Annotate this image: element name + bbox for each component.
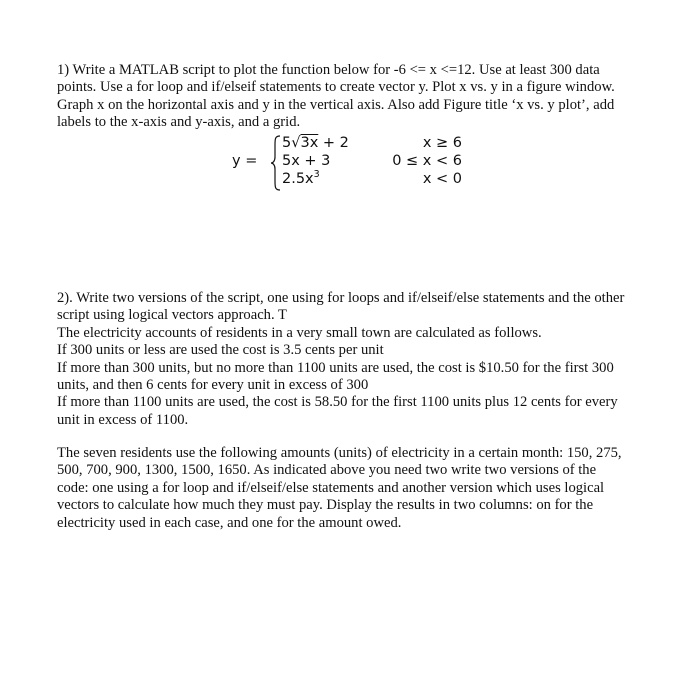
case-condition: x < 0	[422, 171, 462, 187]
case-expression: 5x + 3	[282, 153, 331, 169]
text-line: Graph x on the horizontal axis and y in the vertical axis. Also add Figure title ‘x vs. y plot’, add	[57, 96, 615, 113]
text-line: The electricity accounts of residents in a very small town are calculated as follows.	[57, 324, 542, 341]
case-condition: 0 ≤ x < 6	[392, 153, 462, 169]
text-line: 1) Write a MATLAB script to plot the function below for -6 <= x <=12. Use at least 300 data	[57, 62, 600, 78]
piecewise-equation	[232, 135, 462, 191]
text-line: points. Use a for loop and if/elseif statements to create vector y. Plot x vs. y in a figure window.	[57, 79, 615, 96]
text-line: unit in excess of 1100.	[57, 411, 189, 428]
text-line: If more than 1100 units are used, the cost is 58.50 for the first 1100 units plus 12 cents for every	[57, 394, 618, 411]
question-2-text	[57, 290, 657, 429]
case-expression: $2.5x^3$	[282, 169, 320, 187]
text-line: 500, 700, 900, 1300, 1500, 1650. As indicated above you need two write two versions of the	[57, 462, 597, 479]
text-line: code: one using a for loop and if/elseif/else statements and another version which uses logical	[57, 479, 605, 496]
text-line: If more than 300 units, but no more than 1100 units are used, the cost is $10.50 for the first 300	[57, 359, 614, 376]
text-line: electricity used in each case, and one for the amount owed.	[57, 514, 402, 531]
text-line: vectors to calculate how much they must pay. Display the results in two columns: on for the	[57, 497, 594, 514]
case-expression: 5√3x + 2	[282, 135, 349, 151]
equation-lhs: y =	[232, 153, 258, 169]
case-condition: x ≥ 6	[422, 135, 462, 151]
question-2-followup-text	[57, 445, 657, 532]
text-line: labels to the x-axis and y-axis, and a grid.	[57, 114, 301, 131]
text-line: 2). Write two versions of the script, one using for loops and if/elseif/else statements and the other	[57, 290, 625, 306]
left-brace	[270, 135, 282, 191]
text-line: script using logical vectors approach. T	[57, 307, 287, 324]
text-line: If 300 units or less are used the cost is 3.5 cents per unit	[57, 342, 384, 359]
text-line: units, and then 6 cents for every unit in excess of 300	[57, 377, 369, 394]
question-1-text	[57, 62, 657, 132]
text-line: The seven residents use the following amounts (units) of electricity in a certain month: 150, 275,	[57, 445, 622, 461]
